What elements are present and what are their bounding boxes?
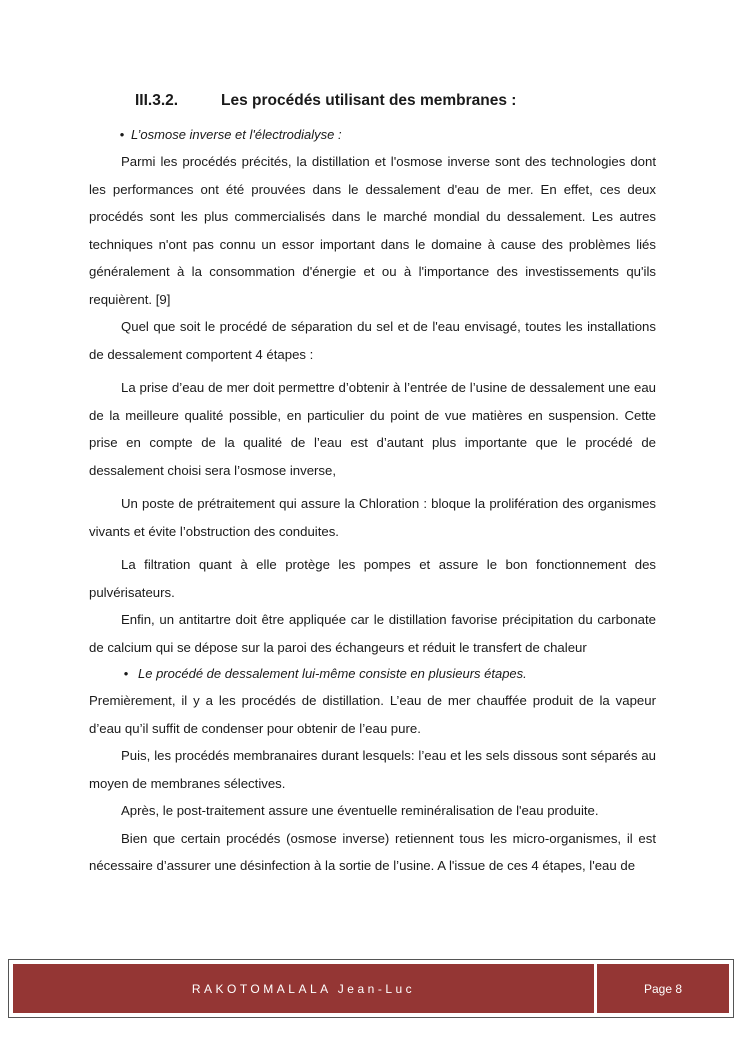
page-footer [8,959,734,1018]
footer-page-number: Page 8 [597,964,729,1013]
paragraph-6: Enfin, un antitartre doit être appliquée car le distillation favorise précipitation du carbonate de calcium qui se dépose sur la paroi des échangeurs et réduit le transfert de chaleur [89,612,656,655]
paragraph-8: Puis, les procédés membranaires durant lesquels: l’eau et les sels dissous sont séparés au moyen de membranes sélectives. [89,748,656,791]
section-heading [135,88,656,114]
footer-band [13,964,729,1013]
bullet-osmose [113,122,656,148]
paragraph-10: Bien que certain procédés (osmose inverse) retiennent tous les micro-organismes, il est nécessaire d’assurer une désinfection à la sortie de l’usine. A l'issue de ces 4 étapes, l'eau de [89,830,656,873]
bullet-osmose-text: L’osmose inverse et l'électrodialyse : [131,127,342,142]
bullet-icon: • [119,127,125,142]
paragraph-9: Après, le post-traitement assure une éventuelle reminéralisation de l'eau produite. [121,803,599,818]
paragraph-1: Parmi les procédés précités, la distillation et l'osmose inverse sont des technologies dont les performances ont été prouvées dans le dessalement d'eau de mer. En effet, ces deux procédés sont les plus commercialisés dans le marché mondial du dessalement. Les autres techniques n'ont pas connu un essor important dans le domaine à cause des problèmes liés généralement à la consommation d'énergie et ou à l'importance des investissements qu'ils requièrent. [9] [89,154,656,307]
footer-author: RAKOTOMALALA Jean-Luc [13,964,594,1013]
paragraph-5: La filtration quant à elle protège les pompes et assure le bon fonctionnement des pulvérisateurs. [89,557,656,600]
section-number: III.3.2. [135,92,179,109]
paragraph-4: Un poste de prétraitement qui assure la Chloration : bloque la prolifération des organismes vivants et évite l’obstruction des conduites. [89,496,656,539]
paragraph-2: Quel que soit le procédé de séparation du sel et de l'eau envisagé, toutes les installations de dessalement comportent 4 étapes : [89,319,656,362]
page-content [89,88,656,880]
bullet-procede [114,661,656,687]
paragraph-7: Premièrement, il y a les procédés de distillation. L’eau de mer chauffée produit de la vapeur d’eau qu’il suffit de condenser pour obtenir de l’eau pure. [89,693,656,736]
section-title: Les procédés utilisant des membranes : [221,92,517,109]
bullet-procede-text: Le procédé de dessalement lui-même consiste en plusieurs étapes. [138,666,527,681]
bullet-icon: • [123,666,129,681]
paragraph-3: La prise d’eau de mer doit permettre d’obtenir à l’entrée de l’usine de dessalement une eau de la meilleure qualité possible, en particulier du point de vue matières en suspension. Cette prise en compte de la qualité de l’eau est d’autant plus importante que le procédé de dessalement choisi sera l’osmose inverse, [89,380,656,478]
